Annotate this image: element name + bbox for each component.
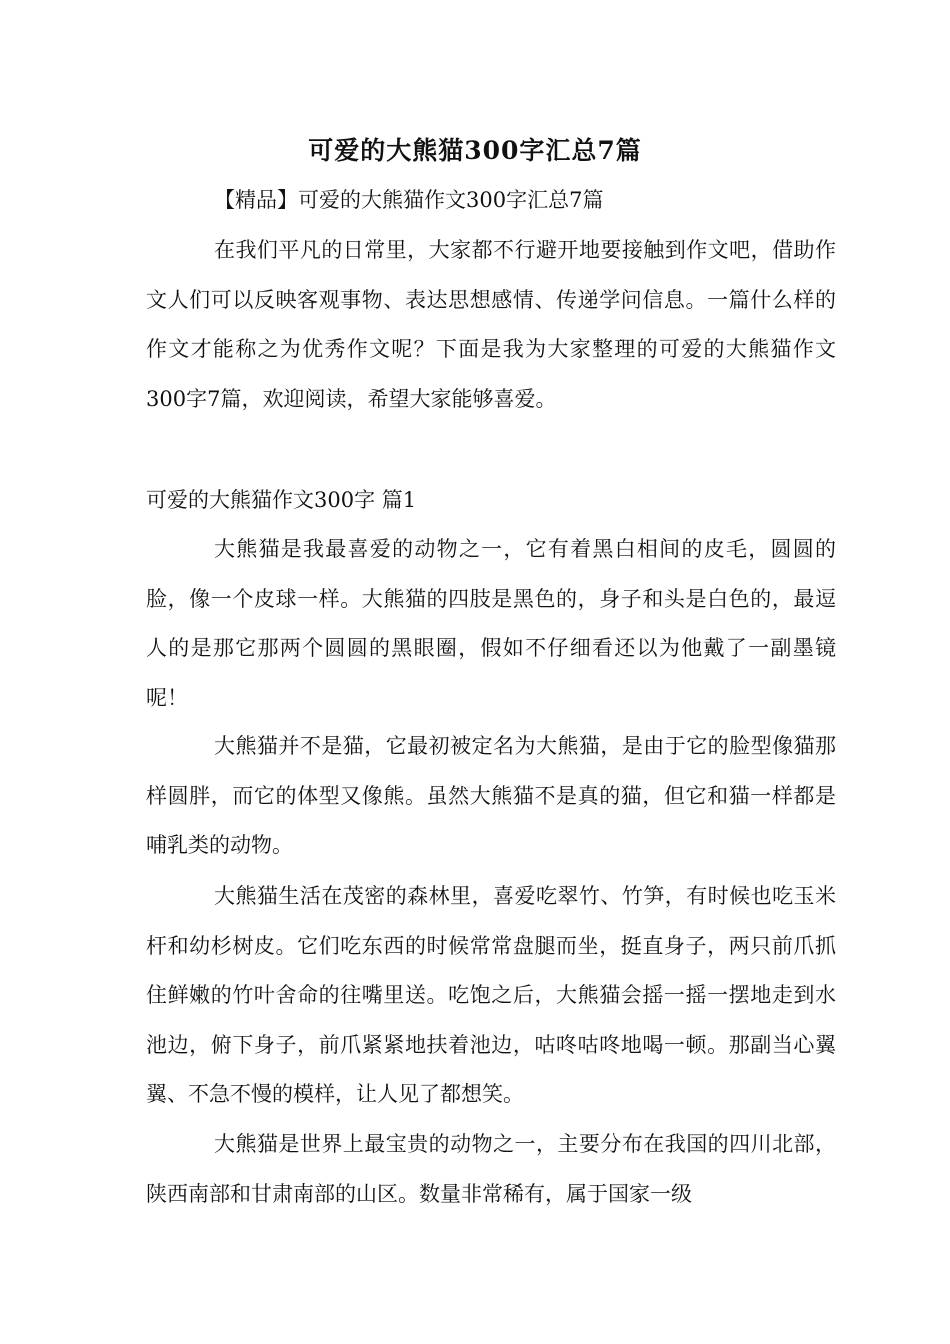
body-paragraph: 大熊猫是世界上最宝贵的动物之一，主要分布在我国的四川北部，陕西南部和甘肃南部的山区。数量非常稀有，属于国家一级 [146,1132,836,1206]
body-paragraph: 大熊猫并不是猫，它最初被定名为大熊猫，是由于它的脸型像猫那样圆胖，而它的体型又像熊。虽然大熊猫不是真的猫，但它和猫一样都是哺乳类的动物。 [146,734,836,857]
section-heading: 可爱的大熊猫作文300字 篇1 [146,488,417,512]
body-paragraph: 大熊猫生活在茂密的森林里，喜爱吃翠竹、竹笋，有时候也吃玉米杆和幼杉树皮。它们吃东西的时候常常盘腿而坐，挺直身子，两只前爪抓住鲜嫩的竹叶舍命的往嘴里送。吃饱之后，大熊猫会摇一摇一摆地走到水池边，俯下身子，前爪紧紧地扶着池边，咕咚咕咚地喝一顿。那副当心翼翼、不急不慢的模样，让人见了都想笑。 [146,884,836,1106]
document-title: 可爱的大熊猫300字汇总7篇 [308,136,642,165]
intro-paragraph: 在我们平凡的日常里，大家都不行避开地要接触到作文吧，借助作文人们可以反映客观事物、表达思想感情、传递学问信息。一篇什么样的作文才能称之为优秀作文呢？下面是我为大家整理的可爱的大熊猫作文300字7篇，欢迎阅读，希望大家能够喜爱。 [146,238,836,411]
body-paragraph: 大熊猫是我最喜爱的动物之一，它有着黑白相间的皮毛，圆圆的脸，像一个皮球一样。大熊猫的四肢是黑色的，身子和头是白色的，最逗人的是那它那两个圆圆的黑眼圈，假如不仔细看还以为他戴了一副墨镜呢！ [146,537,836,710]
document-subtitle: 【精品】可爱的大熊猫作文300字汇总7篇 [214,188,604,212]
